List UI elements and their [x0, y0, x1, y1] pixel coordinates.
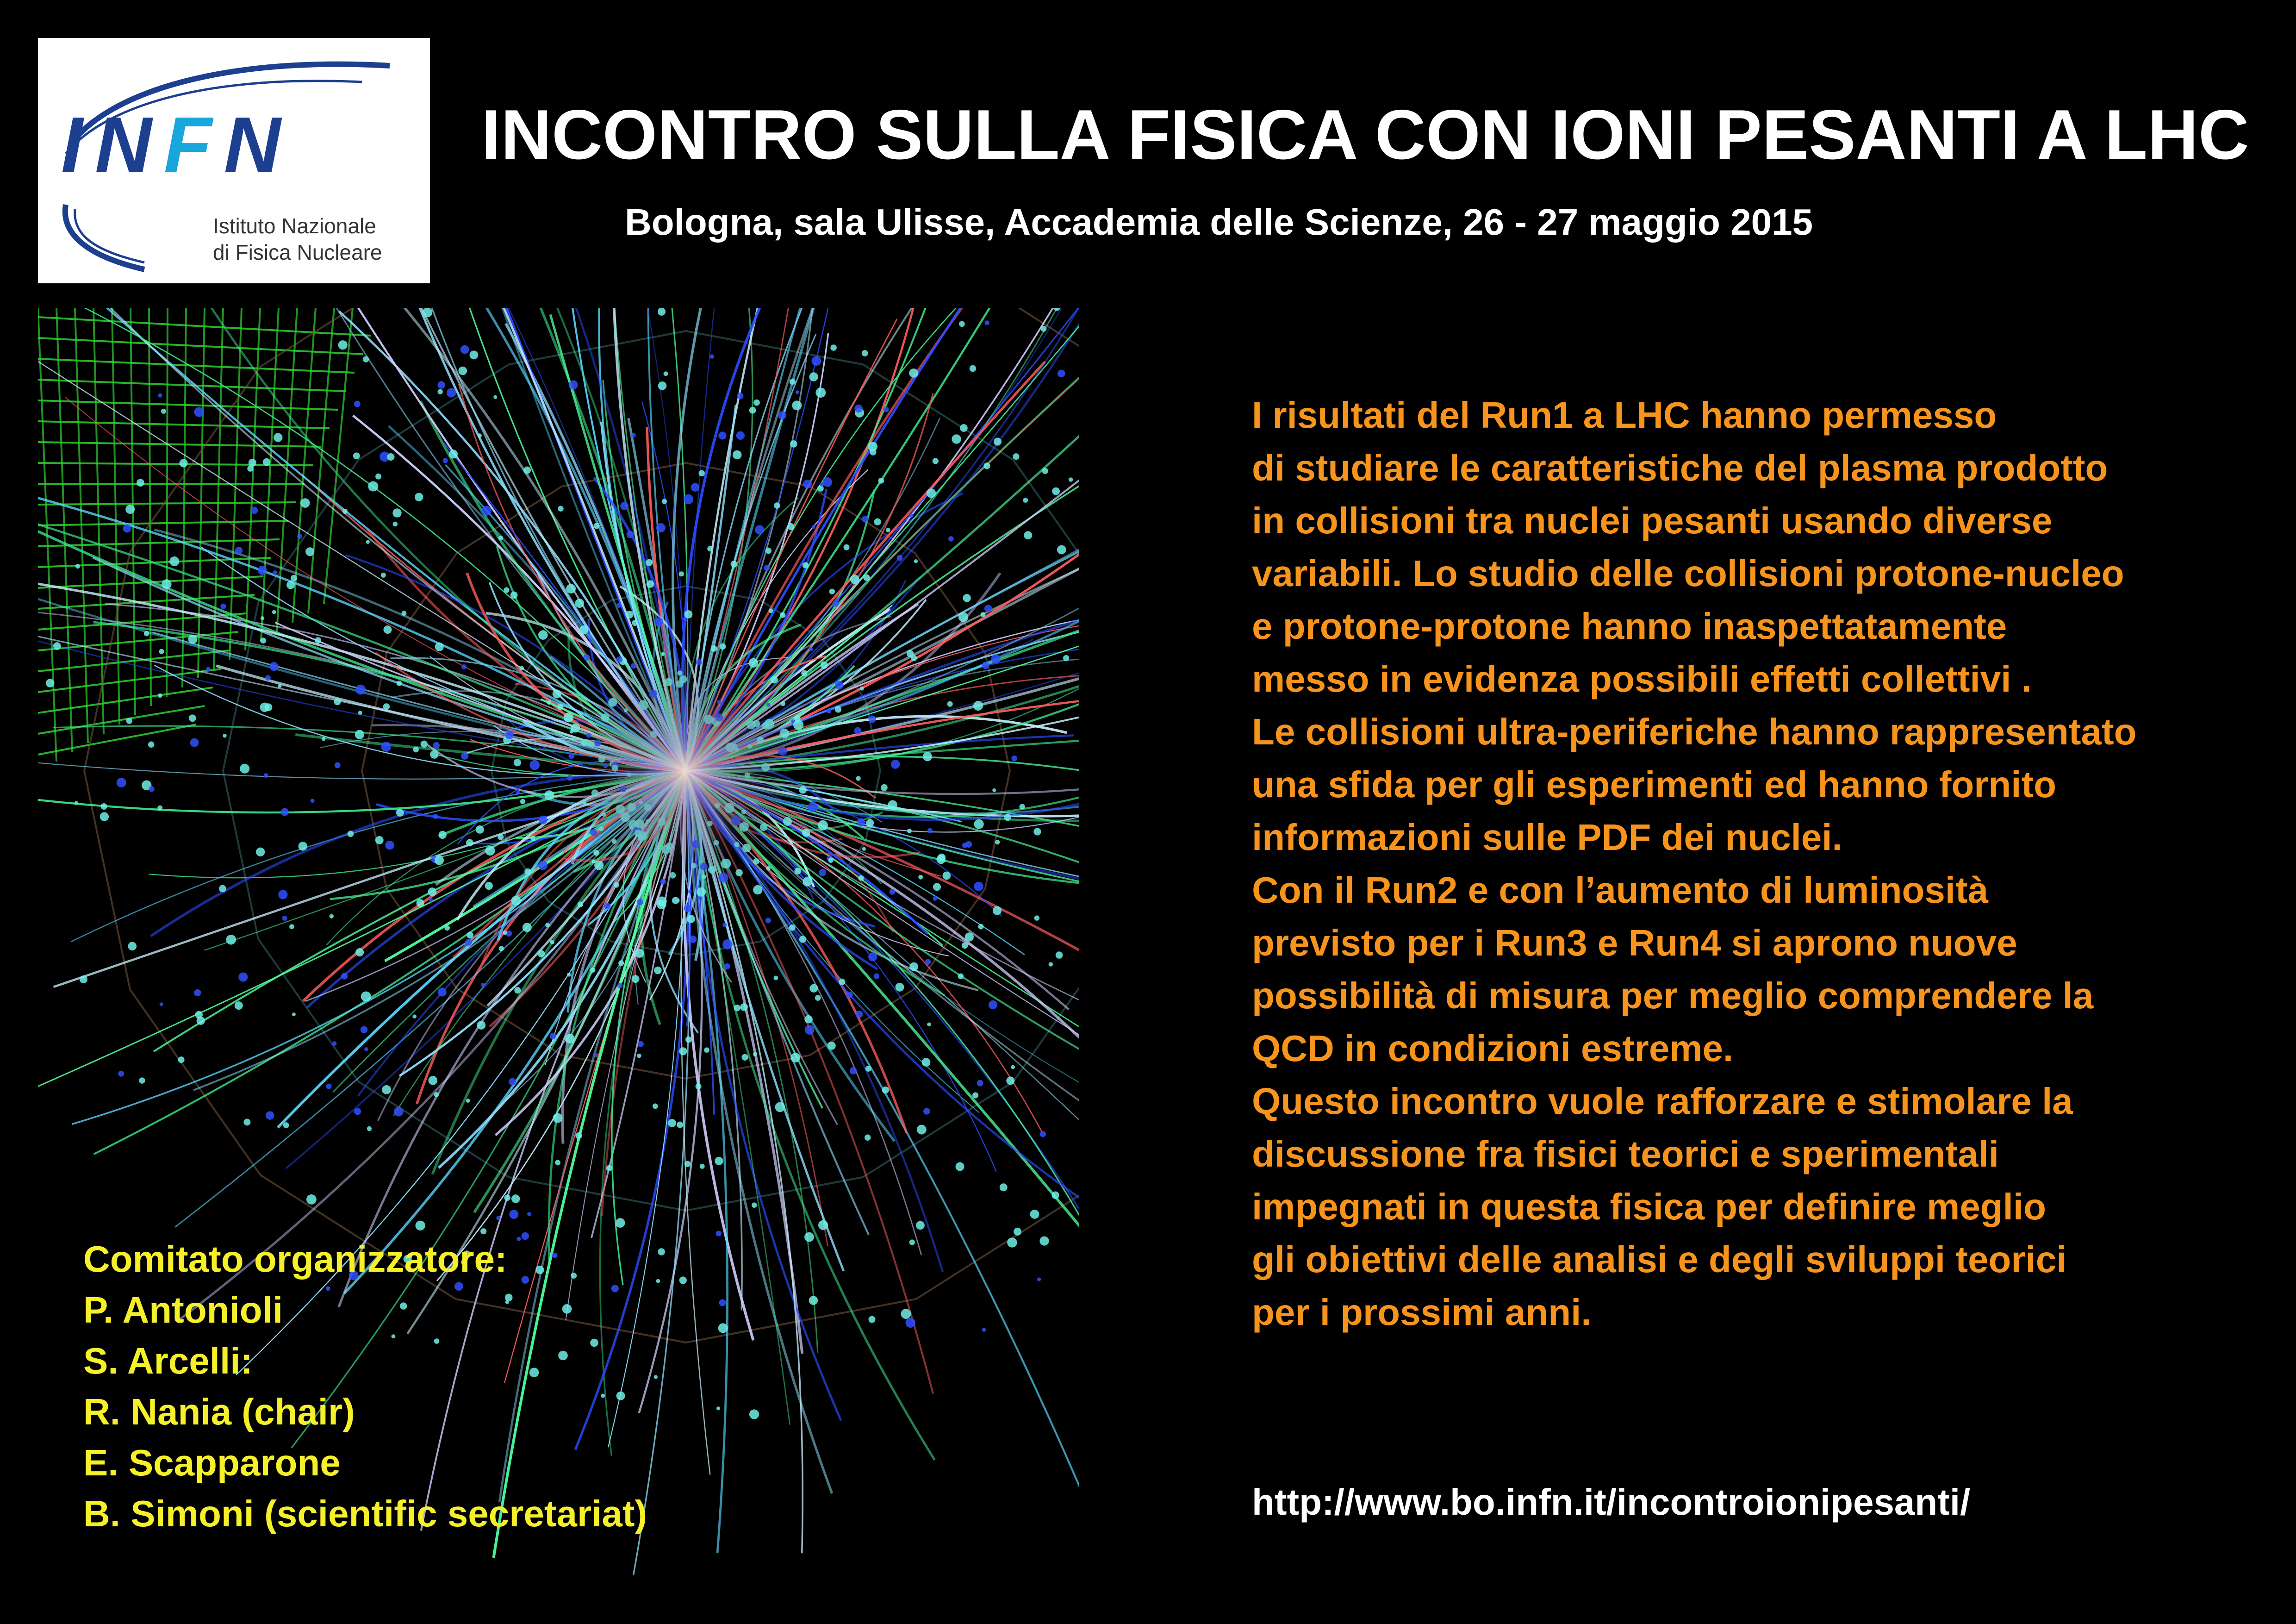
- abstract-line: per i prossimi anni.: [1252, 1292, 1592, 1333]
- abstract-line: variabili. Lo studio delle collisioni protone-nucleo: [1252, 553, 2124, 594]
- collision-vertex: [566, 650, 806, 891]
- committee-member: B. Simoni (scientific secretariat): [83, 1493, 647, 1534]
- abstract-line: messo in evidenza possibili effetti collettivi .: [1252, 658, 2032, 700]
- abstract-line: e protone-protone hanno inaspettatamente: [1252, 606, 2007, 647]
- abstract-line: discussione fra fisici teorici e sperimentali: [1252, 1133, 1999, 1174]
- committee-member: P. Antonioli: [83, 1289, 283, 1330]
- logo-wordmark: [61, 101, 293, 189]
- logo-letter-n: N: [95, 101, 164, 189]
- abstract-line: I risultati del Run1 a LHC hanno permesso: [1252, 394, 1997, 436]
- committee-heading: Comitato organizzatore:: [83, 1238, 507, 1280]
- abstract-line: di studiare le caratteristiche del plasma prodotto: [1252, 447, 2108, 488]
- website-link[interactable]: http://www.bo.infn.it/incontroionipesanti/: [1252, 1481, 1971, 1523]
- event-subtitle: Bologna, sala Ulisse, Accademia delle Scienze, 26 - 27 maggio 2015: [625, 201, 1813, 243]
- organizing-committee: [83, 1234, 647, 1539]
- abstract-text: [1252, 389, 2279, 1339]
- abstract-line: impegnati in questa fisica per definire meglio: [1252, 1186, 2046, 1227]
- logo-letter-i: I: [61, 101, 95, 189]
- abstract-line: informazioni sulle PDF dei nuclei.: [1252, 817, 1842, 858]
- abstract-line: Con il Run2 e con l’aumento di luminosità: [1252, 869, 1989, 911]
- abstract-line: in collisioni tra nuclei pesanti usando diverse: [1252, 500, 2053, 541]
- committee-member: S. Arcelli:: [83, 1340, 253, 1381]
- abstract-line: QCD in condizioni estreme.: [1252, 1028, 1734, 1069]
- logo-letter-n2: N: [224, 101, 293, 189]
- committee-member: E. Scapparone: [83, 1442, 341, 1483]
- committee-member: R. Nania (chair): [83, 1391, 355, 1432]
- logo-letter-f: F: [164, 101, 224, 189]
- abstract-line: una sfida per gli esperimenti ed hanno fornito: [1252, 764, 2056, 805]
- abstract-line: Le collisioni ultra-periferiche hanno rappresentato: [1252, 711, 2137, 752]
- abstract-line: gli obiettivi delle analisi e degli sviluppi teorici: [1252, 1239, 2067, 1280]
- logo-subtitle-line2: di Fisica Nucleare: [213, 240, 382, 264]
- logo-subtitle-line1: Istituto Nazionale: [213, 214, 376, 238]
- page-title: INCONTRO SULLA FISICA CON IONI PESANTI A LHC: [481, 95, 2249, 174]
- abstract-line: possibilità di misura per meglio comprendere la: [1252, 975, 2094, 1016]
- abstract-line: Questo incontro vuole rafforzare e stimolare la: [1252, 1081, 2073, 1122]
- abstract-line: previsto per i Run3 e Run4 si aprono nuove: [1252, 922, 2017, 963]
